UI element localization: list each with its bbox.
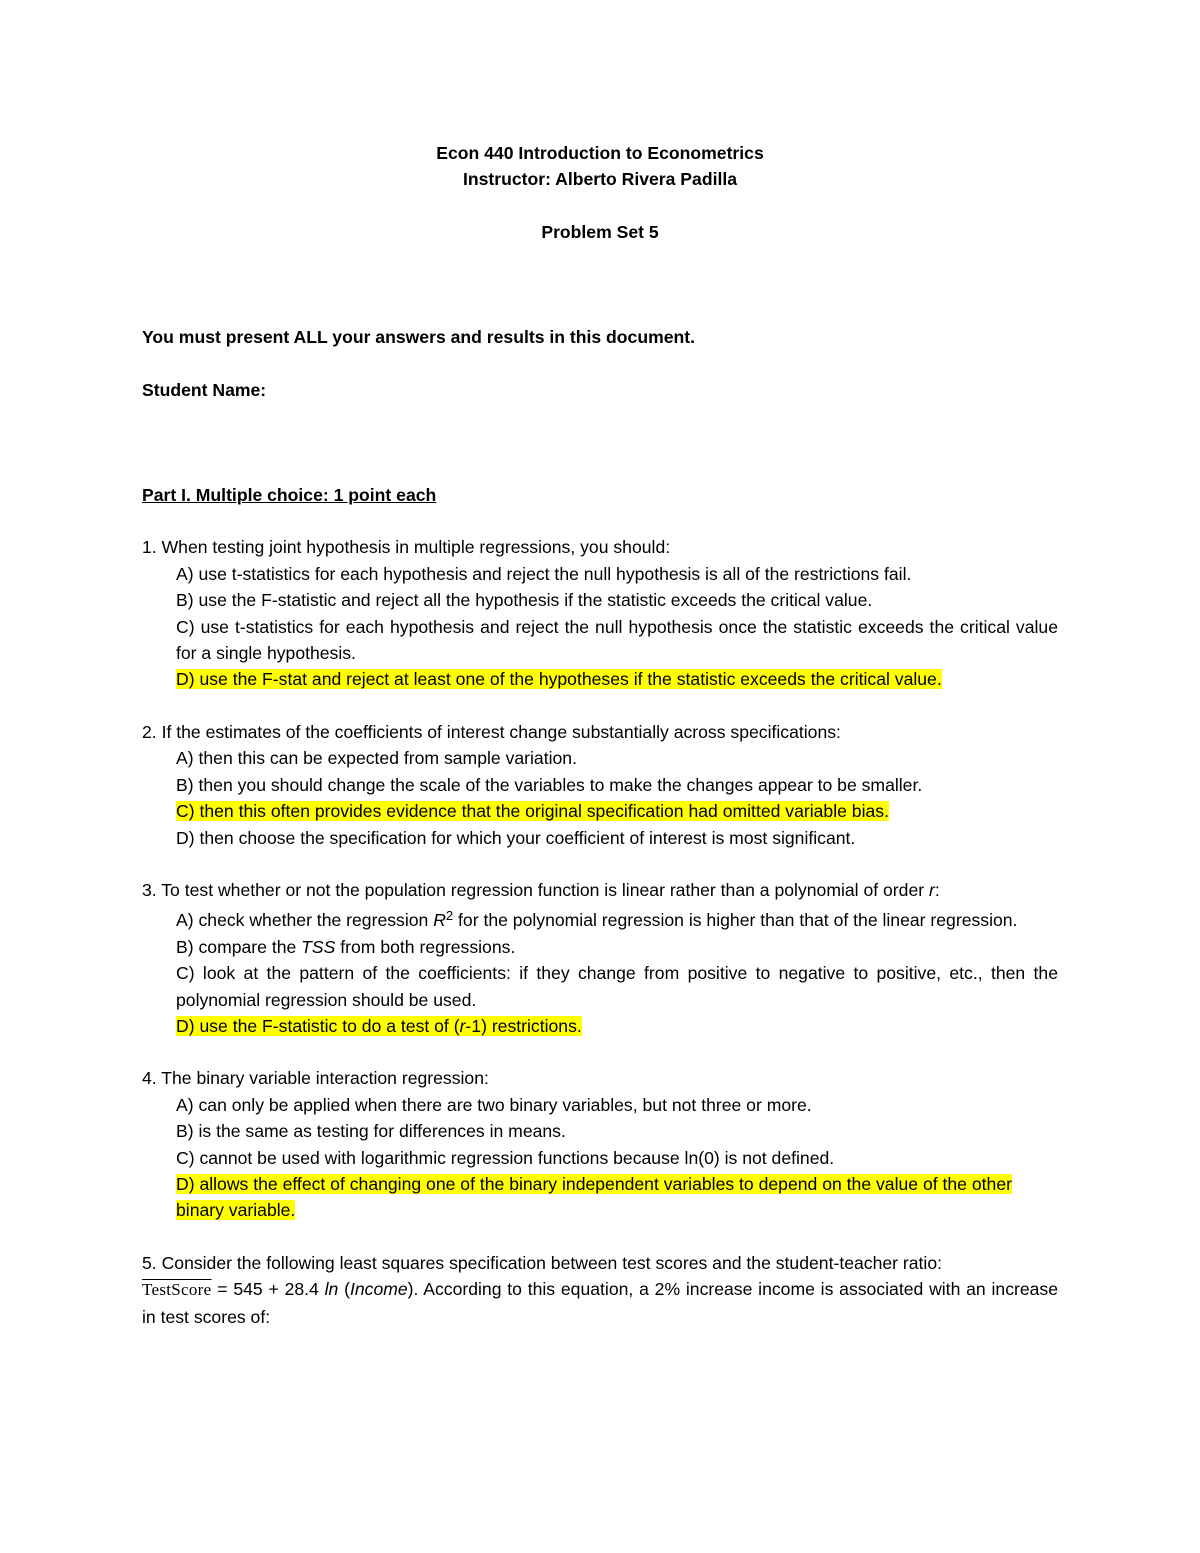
question-1-option-a: A) use t-statistics for each hypothesis and reject the null hypothesis is all of the restrictions fail.	[176, 563, 912, 584]
question-1-option-d-highlighted: D) use the F-stat and reject at least one of the hypotheses if the statistic exceeds the critical value.	[176, 669, 942, 690]
question-3-option-b-text-1: B) compare the	[176, 936, 302, 957]
course-title: Econ 440 Introduction to Econometrics	[436, 143, 764, 163]
document-page	[142, 140, 1058, 1330]
question-4-option-c: C) cannot be used with logarithmic regression functions because ln(0) is not defined.	[176, 1147, 835, 1168]
question-5-eq-income: Income	[349, 1279, 408, 1300]
question-3-option-d-text-2: -1) restrictions.	[465, 1015, 582, 1036]
question-3-option-d-highlighted	[176, 1016, 582, 1036]
question-5-equation	[142, 1276, 1058, 1330]
question-5-eq-text-2: (	[338, 1279, 350, 1300]
question-4-option-b: B) is the same as testing for differences in means.	[176, 1121, 566, 1142]
question-2-stem: If the estimates of the coefficients of interest change substantially across specifications:	[156, 721, 841, 742]
question-2-option-c-highlighted: C) then this often provides evidence that the original specification had omitted variable bias.	[176, 801, 889, 822]
question-5-eq-text-1: = 545 + 28.4	[211, 1279, 325, 1300]
problem-set-title: Problem Set 5	[541, 221, 659, 242]
part1-title: Part I. Multiple choice: 1 point each	[142, 485, 437, 506]
question-3-option-a-r: R	[433, 910, 446, 931]
student-name-label: Student Name:	[142, 379, 267, 400]
question-1-number: 1.	[142, 537, 157, 558]
question-3-option-b-text-2: from both regressions.	[335, 936, 516, 957]
question-4-option-a: A) can only be applied when there are two binary variables, but not three or more.	[176, 1094, 812, 1115]
question-3	[142, 877, 1058, 1039]
instructions: You must present ALL your answers and results in this document.	[142, 327, 695, 348]
question-5-testscore-hat: TestScore	[142, 1280, 212, 1300]
question-3-option-d-text-1: D) use the F-statistic to do a test of (	[176, 1015, 460, 1036]
question-2	[142, 719, 1058, 851]
question-5-eq-ln: ln	[324, 1279, 339, 1300]
question-2-option-a: A) then this can be expected from sample variation.	[176, 748, 577, 769]
question-5-number: 5.	[142, 1252, 157, 1273]
question-4-option-d-highlighted: D) allows the effect of changing one of the binary independent variables to depend on the value of the other binary variable.	[176, 1173, 1012, 1221]
question-3-option-b	[176, 934, 1058, 960]
question-3-stem-r: r	[928, 879, 935, 900]
question-3-option-a-text-1: A) check whether the regression	[176, 910, 434, 931]
question-3-stem-colon: :	[934, 879, 940, 900]
question-1-option-c: C) use t-statistics for each hypothesis and reject the null hypothesis once the statistic exceeds the critical value for a single hypothesis.	[176, 616, 1058, 664]
question-4-stem: The binary variable interaction regression:	[156, 1068, 489, 1089]
question-3-option-d-r: r	[459, 1015, 466, 1036]
question-4	[142, 1065, 1058, 1223]
question-1-stem: When testing joint hypothesis in multiple regressions, you should:	[156, 537, 671, 558]
question-3-stem: To test whether or not the population regression function is linear rather than a polynomial of order	[156, 879, 929, 900]
question-4-number: 4.	[142, 1068, 157, 1089]
question-2-option-b: B) then you should change the scale of the variables to make the changes appear to be smaller.	[176, 774, 923, 795]
question-3-option-b-tss: TSS	[301, 936, 336, 957]
question-1	[142, 534, 1058, 692]
question-1-option-b: B) use the F-statistic and reject all the hypothesis if the statistic exceeds the critical value.	[176, 590, 873, 611]
instructor-line: Instructor: Alberto Rivera Padilla	[462, 169, 738, 190]
question-5-stem: Consider the following least squares specification between test scores and the student-teacher ratio:	[156, 1252, 943, 1273]
question-5-eq-text-3: ). According to this equation, a 2% increase income is associated with an increase in test scores of:	[142, 1279, 1059, 1327]
question-2-number: 2.	[142, 721, 157, 742]
question-5	[142, 1250, 1058, 1330]
question-3-option-a-text-2: for the polynomial regression is higher than that of the linear regression.	[453, 910, 1018, 931]
question-3-number: 3.	[142, 879, 157, 900]
question-3-option-a	[176, 907, 1058, 933]
question-2-option-d: D) then choose the specification for which your coefficient of interest is most significant.	[176, 827, 856, 848]
question-3-option-a-superscript: 2	[445, 908, 454, 924]
question-3-option-c: C) look at the pattern of the coefficients: if they change from positive to negative to positive, etc., then the polynomial regression should be used.	[176, 963, 1058, 1010]
